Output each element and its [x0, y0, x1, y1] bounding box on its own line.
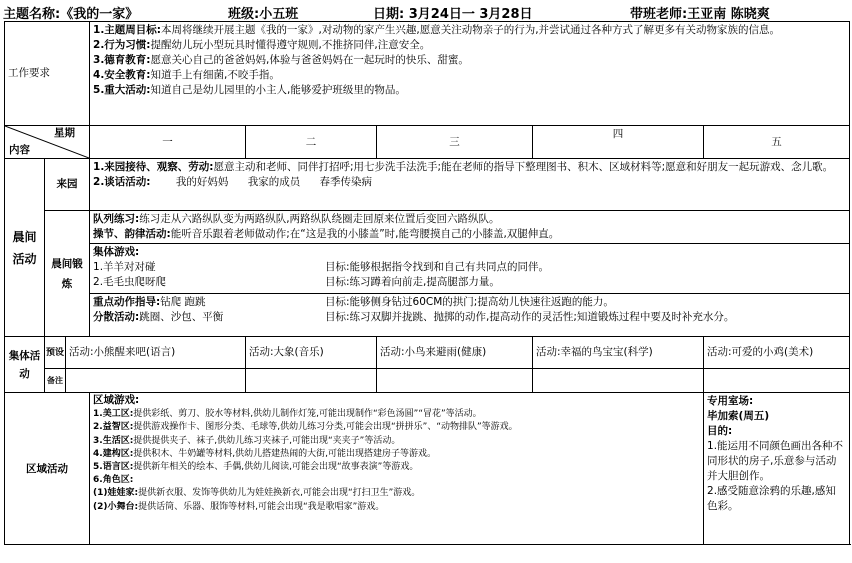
corner-content-label: 内容 [9, 144, 30, 156]
arrival-label: 来园 [45, 159, 90, 211]
preset-label: 预设 [45, 337, 66, 369]
area-line-7: (1)娃娃家:提供新衣服、发饰等供幼儿为娃娃换新衣,可能会出现“打扫卫生”游戏。 [93, 488, 421, 499]
room-title: 专用室场: [707, 395, 754, 407]
work-line-5: 5.重大活动:知道自己是幼儿园里的小主人,能够爱护班级里的物品。 [93, 84, 406, 96]
arrival-content: 1.来园接待、观察、劳动:愿意主动和老师、同伴打招呼;用七步洗手法洗手;能在老师的指导下整理图书、积木、区域材料等;愿意和好朋友一起玩游戏、念儿歌。 2.谈话活动: 我的好妈妈 我家的成员 春季传染病 [90, 159, 850, 211]
game-2-name: 2.毛毛虫爬呀爬 [93, 276, 167, 288]
area-line-2: 2.益智区:提供游戏操作卡、图形分类、毛球等,供幼儿练习分类,可能会出现“拼拼乐”、“动物排队”等游戏。 [93, 422, 518, 433]
class-name: 班级:小五班 [228, 7, 299, 22]
note-tue [246, 369, 377, 393]
page-header [0, 0, 852, 22]
activity-tue: 活动:大象(音乐) [246, 337, 377, 369]
activity-mon: 活动:小熊醒来吧(语言) [66, 337, 246, 369]
activity-thu: 活动:幸福的鸟宝宝(科学) [533, 337, 704, 369]
room-goal-2: 2.感受随意涂鸦的乐趣,感知色彩。 [707, 485, 836, 512]
morning-activities-label: 晨间活动 [5, 159, 45, 337]
area-line-1: 1.美工区:提供彩纸、剪刀、胶水等材料,供幼儿制作灯笼,可能出现制作“彩色汤圆”“冒花”等活动。 [93, 409, 482, 420]
note-fri [704, 369, 850, 393]
teacher-names: 带班老师:王亚南 陈晓爽 [630, 7, 770, 22]
area-line-3: 3.生活区:提供提供夹子、袜子,供幼儿练习夹袜子,可能出现“夹夹子”等活动。 [93, 435, 401, 446]
corner-weekday-label: 星期 [54, 127, 76, 139]
weekday-mon: 一 [90, 126, 246, 159]
talk-topic-1: 我的好妈妈 [175, 176, 229, 188]
room-name: 毕加索(周五) [707, 410, 770, 422]
focus-goal: 目标:能够侧身钻过60CM的拱门;提高幼儿快速往返跑的能力。 [325, 296, 614, 308]
collective-games-content: 集体游戏: 1.羊羊对对碰 目标:能够根据指令找到和自己有共同点的同伴。 2.毛毛虫爬呀爬 目标:练习蹲着向前走,提高腿部力量。 [90, 244, 850, 294]
work-line-4: 4.安全教育:知道手上有细菌,不咬手指。 [93, 69, 280, 81]
work-requirements-label: 工作要求 [5, 22, 90, 126]
scattered-goal: 目标:练习双脚并拢跳、抛掷的动作,提高动作的灵活性;知道锻炼过程中要及时补充水分。 [325, 311, 735, 323]
activity-wed: 活动:小鸟来避雨(健康) [377, 337, 533, 369]
theme-name: 主题名称:《我的一家》 [3, 7, 139, 22]
area-activities-label: 区域活动 [5, 393, 90, 545]
area-line-8: (2)小舞台:提供话筒、乐器、服饰等材料,可能会出现“我是歌唱家”游戏。 [93, 501, 385, 512]
talk-topic-2: 我家的成员 [247, 176, 301, 188]
weekday-wed: 三 [377, 126, 533, 159]
game-2-goal: 目标:练习蹲着向前走,提高腿部力量。 [325, 276, 500, 288]
activity-fri: 活动:可爱的小鸡(美术) [704, 337, 850, 369]
work-requirements-content [90, 22, 850, 126]
room-goal-1: 1.能运用不同颜色画出各种不同形状的房子,乐意参与活动并大胆创作。 [707, 440, 844, 482]
morning-exercise-label: 晨间锻炼 [45, 211, 90, 337]
weekday-fri: 五 [704, 126, 850, 159]
header-corner-cell [5, 126, 90, 159]
area-line-6: 6.角色区: [93, 475, 134, 486]
group-activity-label: 集体活动 [5, 337, 45, 393]
weekday-thu: 四 [533, 126, 704, 159]
note-wed [377, 369, 533, 393]
note-thu [533, 369, 704, 393]
work-line-1: 1.主题周目标:本周将继续开展主题《我的一家》,对动物的家产生兴趣,愿意关注动物亲子的行为,并尝试通过各种方式了解更多有关动物家族的信息。 [93, 24, 781, 36]
talk-topic-3: 春季传染病 [319, 176, 373, 188]
date-range: 日期: 3月24日一 3月28日 [373, 7, 533, 22]
room-goal-title: 目的: [707, 425, 733, 437]
weekday-tue: 二 [246, 126, 377, 159]
queue-rhythm-content: 队列练习:练习走从六路纵队变为两路纵队,两路纵队绕圈走回原来位置后变回六路纵队。 操节、韵律活动:能听音乐跟着老师做动作;在“这是我的小膝盖”时,能弯腰摸自己的小膝盖,双腿伸直。 [90, 211, 850, 244]
note-label: 备注 [45, 369, 66, 393]
area-games-content: 区域游戏: 1.美工区:提供彩纸、剪刀、胶水等材料,供幼儿制作灯笼,可能出现制作“彩色汤圆”“冒花”等活动。 2.益智区:提供游戏操作卡、图形分类、毛球等,供幼儿练习分类,可能会出现“拼拼乐”、“动物排队”等游戏。 3.生活区:提供提供夹子、袜子,供幼儿练习夹袜子,可能出现“夹夹子”等活动。 4.建构区:提供积木、牛奶罐等材料,供幼儿搭建热闹的大街,可能出现搭建房子等游戏。 5.语言区:提供新年相关的绘本、手偶,供幼儿阅读,可能会出现“故事表演”等游戏。 6.角色区: (1)娃娃家:提供新衣服、发饰等供幼儿为娃娃换新衣,可能会出现“打扫卫生”游戏。 (2)小舞台:提供话筒、乐器、服饰等材料,可能会出现“我是歌唱家”游戏。 [90, 393, 704, 545]
special-room-content [704, 393, 850, 545]
work-line-3: 3.德育教育:愿意关心自己的爸爸妈妈,体验与爸爸妈妈在一起玩时的快乐、甜蜜。 [93, 54, 469, 66]
game-1-goal: 目标:能够根据指令找到和自己有共同点的同伴。 [325, 261, 550, 273]
work-line-2: 2.行为习惯:提醒幼儿玩小型玩具时懂得遵守规则,不推挤同伴,注意安全。 [93, 39, 431, 51]
area-line-5: 5.语言区:提供新年相关的绘本、手偶,供幼儿阅读,可能会出现“故事表演”等游戏。 [93, 462, 419, 473]
area-line-4: 4.建构区:提供积木、牛奶罐等材料,供幼儿搭建热闹的大街,可能出现搭建房子等游戏。 [93, 448, 437, 459]
weekly-plan-table [4, 21, 850, 545]
focus-scattered-content: 重点动作指导:钻爬 跑跳 目标:能够侧身钻过60CM的拱门;提高幼儿快速往返跑的能力。 分散活动:跳圈、沙包、平衡 目标:练习双脚并拢跳、抛掷的动作,提高动作的灵活性;知道锻炼过程中要及时补充水分。 [90, 294, 850, 337]
game-1-name: 1.羊羊对对碰 [93, 261, 156, 273]
note-mon [66, 369, 246, 393]
